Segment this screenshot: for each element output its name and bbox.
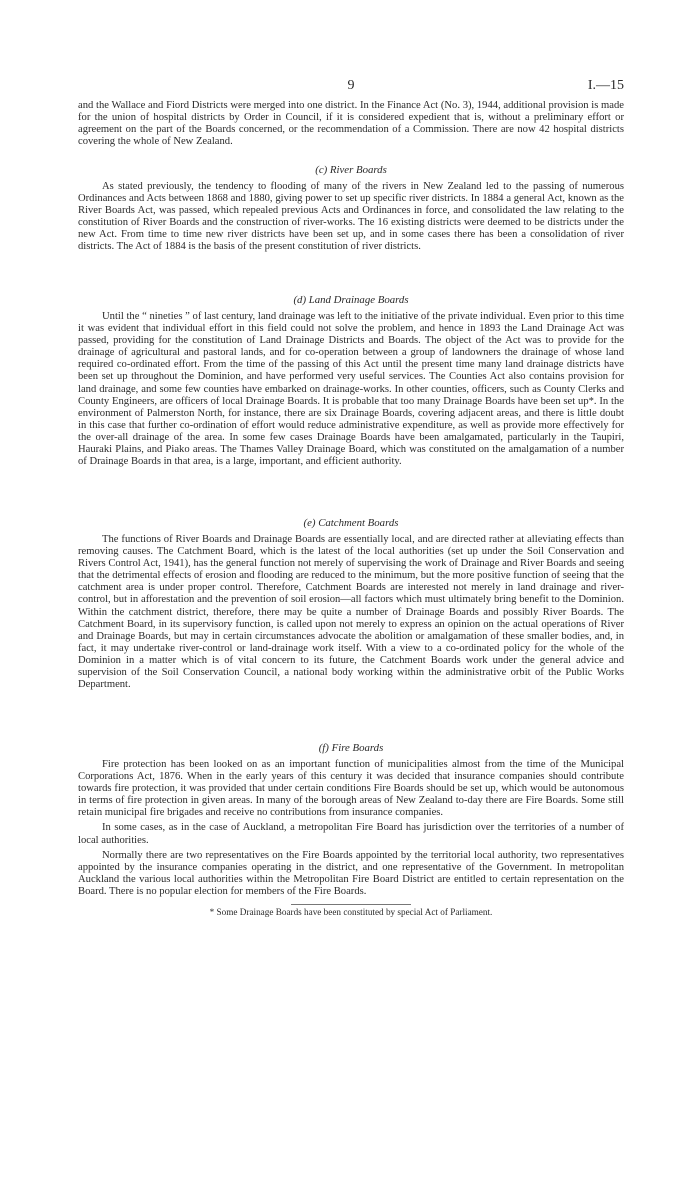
document-reference: I.—15 [587,78,624,93]
footnote: * Some Drainage Boards have been constituted by special Act of Parliament. [209,907,493,918]
paragraph-intro: and the Wallace and Fiord Districts were merged into one district. In the Finance Act (No. 3), 1944, additional provision is made for the union of hospital districts by Order in Council, if it is considered expedient that is, without a preliminary effort or agreement on the part of the Boards concerned, or the recommendation of a Commission. There are now 42 hospital districts covering the whole of New Zealand. [78,100,624,148]
paragraph-catchment-boards: The functions of River Boards and Drainage Boards are essentially local, and are directed rather at alleviating effects than removing causes. The Catchment Board, which is the latest of the local authorities (set up under the Soil Conservation and Rivers Control Act, 1941), has the general function not merely of supervising the work of Drainage and River Boards and seeing that the detrimental effects of erosion and flooding are reduced to the minimum, but the more positive function of seeing that the catchment area is under proper control. Therefore, Catchment Boards are interested not merely in land drainage and river-control, but in afforestation and the prevention of soil erosion—all factors which must ultimately bring benefit to the Dominion. Within the catchment district, therefore, there may be quite a number of Drainage Boards and possibly River Boards. The Catchment Board, in its supervisory function, is called upon not merely to express an opinion on the actual operations of River and Drainage Boards, but may in certain circumstances advocate the abolition or amalgamation of these smaller bodies, and, in fact, it may undertake river-control or land-drainage work itself. With a view to a co-ordinated policy for the whole of the Dominion in a matter which is of vital concern to its future, the Catchment Boards work under the general advice and supervision of the Soil Conservation Council, a national body working within the administrative orbit of the Public Works Department. [78,533,624,691]
paragraph-land-drainage-boards: Until the “ nineties ” of last century, land drainage was left to the initiative of the private individual. Even prior to this time it was evident that individual effort in this field could not solve the problem, and hence in 1893 the Land Drainage Act was passed, providing for the constitution of Land Drainage Districts and Boards. The object of the Act was to provide for the drainage of agricultural and pastoral lands, and for co-operation between a group of landowners the drainage of whose land required co-ordinated effort. From the time of the passing of this Act until the present time many land drainage districts have been set up throughout the Dominion, and have performed very useful services. The Counties Act also contains provision for land drainage, and some few counties have embarked on drainage-works. In other counties, officers, such as County Clerks and County Engineers, are officers of local Drainage Boards. It is probable that too many Drainage Boards have been set up*. In the environment of Palmerston North, for instance, there are six Drainage Boards, covering adjacent areas, and there is little doubt in this case that further co-ordination of effort would reduce administrative expenditure, as well as provide more effectively for the over-all drainage of the area. In some few cases Drainage Boards have been amalgamated, particularly in the Taupiri, Hauraki Plains, and Piako areas. The Thames Valley Drainage Board, which was constituted on the amalgamation of a number of Drainage Boards in that area, is a large, important, and efficient authority. [78,310,624,468]
heading-catchment-boards: (e) Catchment Boards [303,516,399,529]
page-number: 9 [347,78,355,93]
heading-fire-boards: (f) Fire Boards [318,741,384,754]
paragraph-fire-boards-2: In some cases, as in the case of Auckland, a metropolitan Fire Board has jurisdiction over the territories of a number of local authorities. [78,822,624,846]
document-body [78,100,624,918]
paragraph-fire-boards-1: Fire protection has been looked on as an important function of municipalities almost from the time of the Municipal Corporations Act, 1876. When in the early years of this century it was decided that insurance companies should contribute towards fire protection, it was provided that under certain conditions Fire Boards should be set up, which would be autonomous in terms of fire protection in given areas. In many of the borough areas of New Zealand to-day there are Fire Boards. Some still retain municipal fire brigades and receive no contributions from insurance companies. [78,758,624,819]
paragraph-river-boards: As stated previously, the tendency to flooding of many of the rivers in New Zealand led to the passing of numerous Ordinances and Acts between 1868 and 1880, giving power to set up specific river districts. In 1884 a general Act, known as the River Boards Act, was passed, which repealed previous Acts and Ordinances in force, and consolidated the law relating to the constitution of River Boards and the construction of river-works. The 16 existing districts were deemed to be districts under the new Act. From time to time new river districts have been set up, and in some cases there has been a consolidation of river districts. The Act of 1884 is the basis of the present constitution of river districts. [78,180,624,253]
page-header [78,78,624,94]
paragraph-fire-boards-3: Normally there are two representatives on the Fire Boards appointed by the territorial local authority, two representatives appointed by the insurance companies operating in the district, and one representative of the Government. In metropolitan Auckland the various local authorities within the Metropolitan Fire Board District are entitled to certain representation on the Board. There is no popular election for members of the Fire Boards. [78,849,624,898]
heading-land-drainage-boards: (d) Land Drainage Boards [293,293,409,306]
heading-river-boards: (c) River Boards [315,163,387,176]
footnote-divider [291,904,411,905]
